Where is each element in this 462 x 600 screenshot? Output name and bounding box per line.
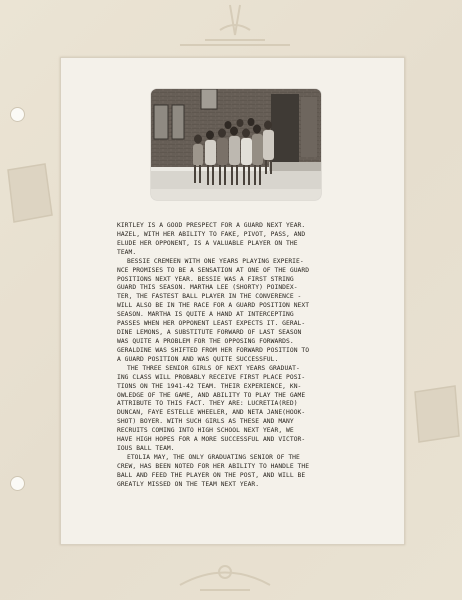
text-line: ING CLASS WILL PROBABLY RECEIVE FIRST PLACE POSI-	[117, 373, 306, 381]
text-line: GREATLY MISSED ON THE TEAM NEXT YEAR.	[117, 480, 260, 488]
text-line: WAS QUITE A PROBLEM FOR THE OPPOSING FORWARDS.	[117, 337, 294, 345]
text-line: NCE PROMISES TO BE A SENSATION AT ONE OF THE GUARD	[117, 266, 310, 274]
text-line: BESSIE CREMEEN WITH ONE YEARS PLAYING EXPERIE-	[127, 257, 304, 265]
paragraph-senior-girls	[117, 365, 360, 454]
text-line: HAZEL, WITH HER ABILITY TO FAKE, PIVOT, PASS, AND	[117, 230, 306, 238]
text-line: IOUS BALL TEAM.	[117, 445, 175, 453]
paragraph-bessie	[117, 258, 360, 365]
text-line: KIRTLEY IS A GOOD PRESPECT FOR A GUARD NEXT YEAR.	[117, 222, 306, 229]
paragraph-etolia	[117, 454, 360, 490]
text-line: ATTRIBUTE TO THIS FACT. THEY ARE: LUCRETIA(RED)	[117, 400, 298, 408]
binder-hole-top	[10, 107, 25, 122]
text-line: OWLEDGE OF THE GAME, AND ABILITY TO PLAY THE GAME	[117, 391, 306, 399]
text-line: RECRUITS COMING INTO HIGH SCHOOL NEXT YEAR, WE	[117, 427, 294, 435]
text-line: DINE LEMONS, A SUBSTITUTE FORWARD OF LAST SEASON	[117, 329, 302, 337]
text-line: TEAM.	[117, 248, 137, 256]
text-line: DUNCAN, FAYE ESTELLE WHEELER, AND NETA JANE(HOOK-	[117, 409, 306, 417]
text-line: ELUDE HER OPPONENT, IS A VALUABLE PLAYER ON THE	[117, 239, 298, 247]
text-line: PASSES WHEN HER OPPONENT LEAST EXPECTS IT. GERAL-	[117, 320, 306, 328]
text-line: TER, THE FASTEST BALL PLAYER IN THE CONVERENCE -	[117, 293, 302, 301]
embossed-book-decoration-right	[405, 380, 462, 450]
text-line: ETOLIA MAY, THE ONLY GRADUATING SENIOR OF THE	[127, 453, 300, 461]
embossed-lamp-decoration	[150, 550, 300, 600]
text-line: THE THREE SENIOR GIRLS OF NEXT YEARS GRADUAT-	[127, 364, 300, 372]
text-line: TIONS ON THE 1941-42 TEAM. THEIR EXPERIENCE, KN-	[117, 382, 302, 390]
text-line: POSITIONS NEXT YEAR. BESSIE WAS A FIRST STRING	[117, 275, 294, 283]
text-line: BALL AND FEED THE PLAYER ON THE POST, AND WILL BE	[117, 471, 306, 479]
binder-hole-bottom	[10, 476, 25, 491]
typed-article-text	[117, 222, 360, 490]
paragraph-kirtley	[117, 222, 360, 258]
text-line: SEASON. MARTHA IS QUITE A HAND AT INTERCEPTING	[117, 311, 294, 319]
text-line: SHOT) BOYER. WITH SUCH GIRLS AS THESE AND MANY	[117, 418, 294, 426]
embossed-torch-decoration	[160, 0, 310, 55]
text-line: WILL ALSO BE IN THE RACE FOR A GUARD POSITION NEXT	[117, 302, 310, 310]
text-line: CREW, HAS BEEN NOTED FOR HER ABILITY TO HANDLE THE	[117, 462, 310, 470]
team-photograph	[151, 89, 321, 200]
text-line: GUARD THIS SEASON. MARTHA LEE (SHORTY) POINDEX-	[117, 284, 298, 292]
text-line: A GUARD POSITION AND WAS QUITE SUCCESSFUL.	[117, 355, 279, 363]
text-line: GERALDINE WAS SHIFTED FROM HER FORWARD POSITION TO	[117, 346, 310, 354]
text-line: HAVE HIGH HOPES FOR A MORE SUCCESSFUL AND VICTOR-	[117, 436, 306, 444]
embossed-book-decoration	[0, 160, 60, 230]
